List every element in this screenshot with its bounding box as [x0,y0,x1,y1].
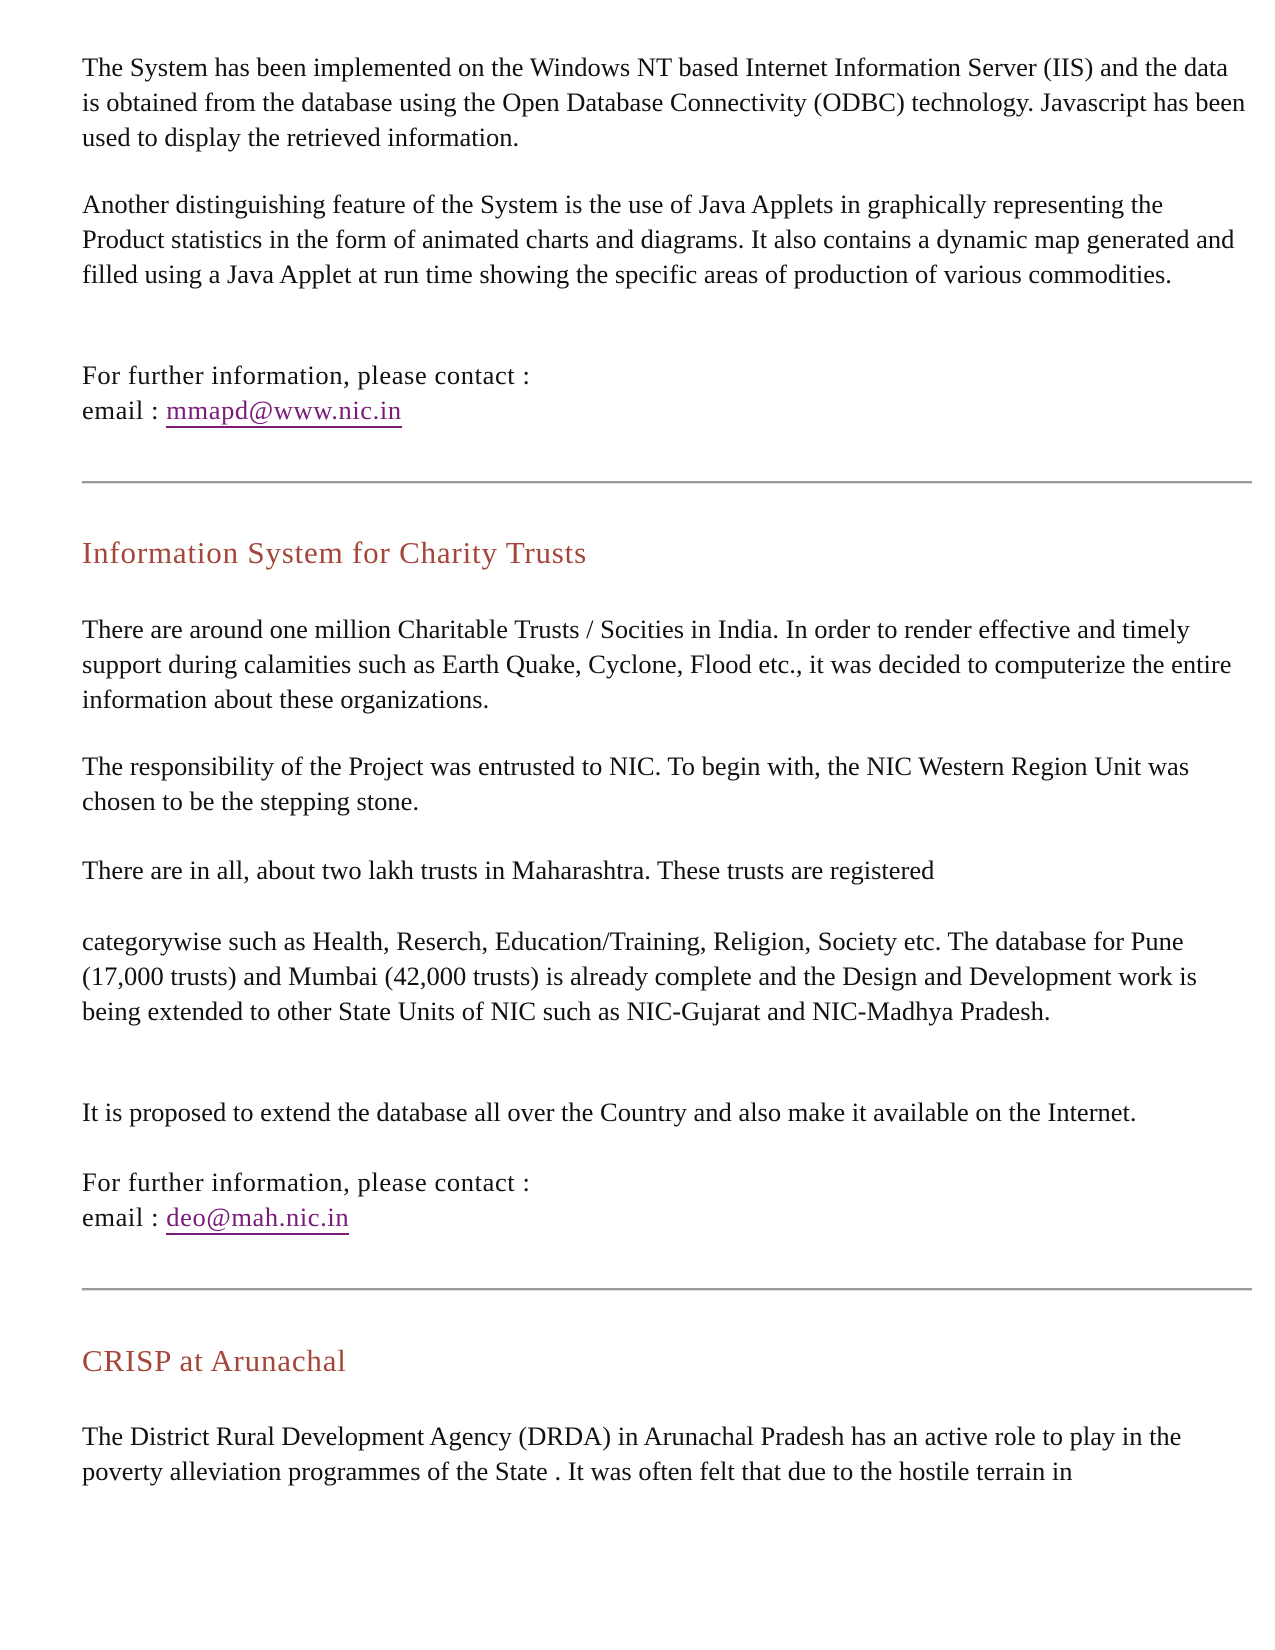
email-label: email : [82,1202,167,1232]
section-heading-charity-trusts: Information System for Charity Trusts [82,535,587,570]
email-label: email : [82,395,167,425]
email-link[interactable]: deo@mah.nic.in [166,1202,349,1235]
email-line [82,393,1252,428]
section-divider [82,481,1252,484]
paragraph-charitable-trusts: There are around one million Charitable Trusts / Socities in India. In order to render effective and timely support during calamities such as Earth Quake, Cyclone, Flood etc., it was decided to computerize the entire information about these organizations. [82,614,1232,714]
paragraph-java-applets: Another distinguishing feature of the System is the use of Java Applets in graphically representing the Product statistics in the form of animated charts and diagrams. It also contains a dynamic map generated and filled using a Java Applet at run time showing the specific areas of production of various commodities. [82,189,1235,289]
section-heading-crisp-arunachal: CRISP at Arunachal [82,1343,347,1378]
contact-label: For further information, please contact : [82,360,531,390]
paragraph-categorywise: categorywise such as Health, Reserch, Education/Training, Religion, Society etc. The database for Pune (17,000 trusts) and Mumbai (42,000 trusts) is already complete and the Design and Development work is being extended to other State Units of NIC such as NIC-Gujarat and NIC-Madhya Pradesh. [82,926,1197,1026]
section-divider [82,1288,1252,1291]
contact-block [82,1165,1252,1235]
email-link[interactable]: mmapd@www.nic.in [166,395,401,428]
paragraph-two-lakh: There are in all, about two lakh trusts in Maharashtra. These trusts are registered [82,855,935,885]
paragraph-proposed-extension: It is proposed to extend the database all over the Country and also make it available on the Internet. [82,1097,1137,1127]
contact-label: For further information, please contact : [82,1167,531,1197]
contact-block [82,358,1252,428]
email-line [82,1200,1252,1235]
paragraph-drda: The District Rural Development Agency (DRDA) in Arunachal Pradesh has an active role to play in the poverty alleviation programmes of the State . It was often felt that due to the hostile terrain in [82,1421,1182,1486]
paragraph-responsibility: The responsibility of the Project was entrusted to NIC. To begin with, the NIC Western Region Unit was chosen to be the stepping stone. [82,751,1190,816]
paragraph-iis-odbc: The System has been implemented on the Windows NT based Internet Information Server (IIS) and the data is obtained from the database using the Open Database Connectivity (ODBC) technology. Javascript has been used to display the retrieved information. [82,52,1246,152]
